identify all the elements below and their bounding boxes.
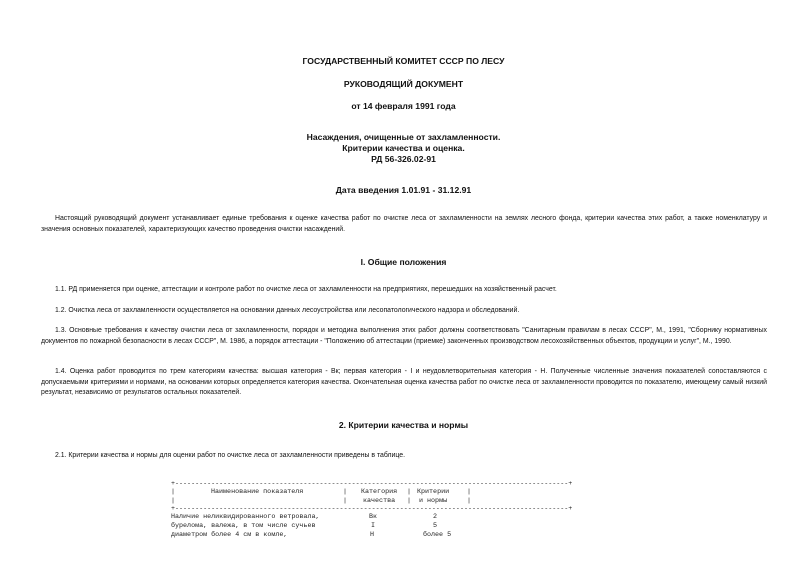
- doc-date: от 14 февраля 1991 года: [351, 101, 456, 111]
- section1-p1: 1.1. РД применяется при оценке, аттестации и контроле работ по очистке леса от захламленности на предприятиях, перешедших на хозяйственный расчет.: [55, 286, 557, 293]
- table-header-row2: | | качества | и нормы |: [171, 497, 472, 505]
- doc-code: РД 56-326.02-91: [371, 154, 436, 164]
- table-head-col2a: Категория: [361, 488, 398, 496]
- doc-type-heading: РУКОВОДЯЩИЙ ДОКУМЕНТ: [343, 79, 464, 89]
- table-cell-norm: 2: [433, 513, 438, 521]
- table-cell-category: I: [371, 522, 376, 530]
- table-row: [171, 531, 471, 541]
- table-head-col3b: и нормы: [419, 497, 448, 505]
- section1-p2: 1.2. Очистка леса от захламленности осуществляется на основании данных лесоустройства или лесопатологического надзора и обследований.: [55, 307, 520, 314]
- section2-title: 2. Критерии качества и нормы: [338, 420, 469, 430]
- committee-heading: ГОСУДАРСТВЕННЫЙ КОМИТЕТ СССР ПО ЛЕСУ: [302, 56, 505, 66]
- table-cell-category: Вк: [369, 513, 378, 521]
- table-head-col1: Наименование показателя: [211, 488, 304, 496]
- table-cell-category: Н: [370, 531, 375, 539]
- table-header-divider: +--------------------------------------------------------------------------------------------------+: [171, 505, 573, 513]
- table-cell-norm: более 5: [423, 531, 452, 539]
- section1-p4: 1.4. Оценка работ проводится по трем категориям качества: высшая категория - Вк; первая категория - I и неудовлетворительная категория - Н. Полученные численные значения показателей сопоставляются с допускаемыми критериями и нормами, на основании которых определяется категория качества. Окончательная оценка качества работ по очистке леса от захламленности проводится по показателю, имеющему самый низкий результат, независимо от результатов остальных показателей.: [41, 368, 767, 396]
- table-head-col2b: качества: [363, 497, 396, 505]
- section1-p3: 1.3. Основные требования к качеству очистки леса от захламленности, порядок и методика выполнения этих работ должны соответствовать "Санитарным правилам в лесах СССР", М., 1991, "Сборнику нормативных документов по пожарной безопасности в лесах СССР", М. 1986, а порядок аттестации - "Положению об аттестации (приемке) законченных производством лесохозяйственных объектов, продукции и услуг", М., 1990.: [41, 327, 767, 345]
- table-cell-indicator: Наличие неликвидированного ветровала,: [171, 513, 320, 521]
- table-head-col3a: Критерии: [417, 488, 450, 496]
- section2-p1: 2.1. Критерии качества и нормы для оценки работ по очистке леса от захламленности приведены в таблице.: [55, 452, 405, 459]
- effective-date: Дата введения 1.01.91 - 31.12.91: [335, 185, 472, 195]
- intro-paragraph: Настоящий руководящий документ устанавливает единые требования к оценке качества работ по очистке леса от захламленности на землях лесного фонда, критерии качества этих работ, а также номенклатуру и значения основных показателей, характеризующих качество проведения очистки насаждений.: [41, 215, 767, 233]
- table-cell-indicator: диаметром более 4 см в комле,: [171, 531, 288, 539]
- table-cell-indicator: бурелома, валежа, в том числе сучьев: [171, 522, 316, 530]
- table-header-row1: | Наименование показателя | Категория | Критерии |: [171, 488, 472, 496]
- doc-title-line1: Насаждения, очищенные от захламленности.: [306, 132, 501, 142]
- table-top-border: +--------------------------------------------------------------------------------------------------+: [171, 480, 573, 488]
- doc-title-line2: Критерии качества и оценка.: [342, 143, 465, 153]
- section1-title: I. Общие положения: [360, 257, 447, 267]
- table-cell-norm: 5: [433, 522, 438, 530]
